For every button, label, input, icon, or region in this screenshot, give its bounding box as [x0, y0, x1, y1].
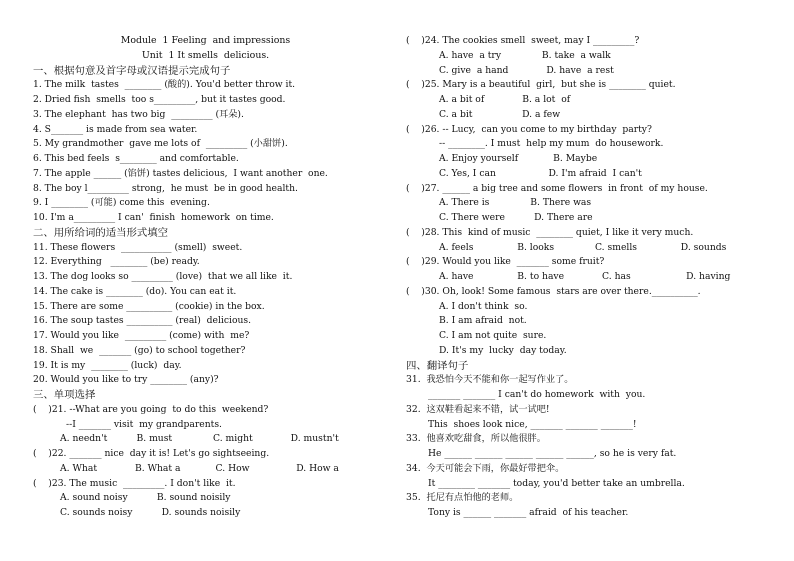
question-line: 19. It is my ________ (luck) day.	[33, 359, 182, 371]
question-line: 8. The boy l_________ strong, he must be in good health.	[33, 182, 298, 194]
question-line: ( )21. --What are you going to do this weekend?	[33, 403, 269, 415]
question-line: ( )25. Mary is a beautiful girl, but she is ________ quiet.	[406, 79, 676, 91]
answer-line: _______ _______ I can't do homework with you.	[428, 389, 646, 400]
question-line: ( )24. The cookies smell sweet, may I _________?	[406, 35, 640, 46]
question-line: 17. Would you like _________ (come) with me?	[33, 330, 250, 341]
question-line: 11. These flowers ___________ (smell) sweet.	[33, 241, 243, 253]
question-line: 1. The milk tastes ________ (酸的). You'd better throw it.	[33, 79, 296, 91]
question-line: 33. 他喜欢吃甜食，所以他很胖。	[406, 433, 546, 445]
question-line: 13. The dog looks so _________ (love) that we all like it.	[33, 271, 293, 282]
question-line: 3. The elephant has two big _________ (耳朵).	[33, 108, 244, 120]
right-column	[406, 34, 778, 521]
question-line: 35. 托尼有点怕他的老师。	[406, 492, 519, 504]
options-line: A. What B. What a C. How D. How a	[60, 462, 339, 474]
question-line: 32. 这双鞋看起来不错，试一试吧!	[406, 403, 550, 415]
question-line: 12. Everything ________ (be) ready.	[33, 256, 200, 268]
options-line: D. It's my lucky day today.	[439, 344, 567, 356]
options-line: A. sound noisy B. sound noisily	[60, 492, 231, 504]
question-line: 6. This bed feels s________ and comfortable.	[33, 153, 239, 164]
question-line: ( )26. -- Lucy, can you come to my birthday party?	[406, 123, 652, 135]
question-line: ( )23. The music _________. I don't like it.	[33, 477, 236, 489]
options-line: A. needn't B. must C. might D. mustn't	[60, 433, 339, 445]
question-line: --I _______ visit my grandparents.	[66, 418, 222, 430]
options-line: A. have B. to have C. has D. having	[439, 271, 731, 282]
section-heading: 二、用所给词的适当形式填空	[33, 226, 169, 239]
question-line: -- ________. I must help my mum do housework.	[439, 138, 664, 150]
section-heading: 三、单项选择	[33, 389, 96, 401]
question-line: 9. I ________ (可能) come this evening.	[33, 197, 210, 209]
options-line: A. There is B. There was	[439, 197, 592, 209]
question-line: 4. S_______ is made from sea water.	[33, 123, 198, 135]
module-title: Module 1 Feeling and impressions	[120, 35, 291, 46]
options-line: C. There were D. There are	[439, 212, 593, 223]
section-heading: 四、翻译句子	[406, 359, 469, 372]
section-heading: 一、根据句意及首字母或汉语提示完成句子	[33, 64, 231, 77]
question-line: 15. There are some __________ (cookie) in the box.	[33, 300, 265, 312]
question-line: 34. 今天可能会下雨，你最好带把伞。	[406, 462, 565, 474]
answer-line: He ______ ______ ______ ______ ______, so he is very fat.	[428, 448, 677, 459]
left-column	[33, 34, 378, 521]
question-line: ( )30. Oh, look! Some famous stars are over there.__________.	[406, 285, 701, 297]
options-line: B. I am afraid not.	[439, 315, 527, 327]
options-line: A. a bit of B. a lot of	[439, 94, 571, 105]
options-line: C. Yes, I can D. I'm afraid I can't	[439, 167, 642, 179]
question-line: 20. Would you like to try ________ (any)?	[33, 374, 219, 386]
question-line: 7. The apple ______ (馅饼) tastes delicious, I want another one.	[33, 167, 328, 179]
question-line: 10. I'm a_________ I can' finish homework on time.	[33, 212, 274, 223]
question-line: 16. The soup tastes __________ (real) delicious.	[33, 315, 252, 327]
unit-title: Unit 1 It smells delicious.	[141, 49, 270, 61]
question-line: 5. My grandmother gave me lots of _________ (小甜饼).	[33, 138, 288, 150]
question-line: ( )27. ______ a big tree and some flowers in front of my house.	[406, 182, 708, 194]
question-line: ( )28. This kind of music ________ quiet, I like it very much.	[406, 226, 694, 238]
question-line: ( )22. _______ nice day it is! Let's go sightseeing.	[33, 448, 270, 459]
options-line: A. have a try B. take a walk	[439, 49, 611, 61]
question-line: 31. 我恐怕今天不能和你一起写作业了。	[406, 374, 574, 386]
question-line: 2. Dried fish smells too s_________, but it tastes good.	[33, 94, 286, 105]
options-line: C. sounds noisy D. sounds noisily	[60, 507, 241, 518]
question-line: 14. The cake is ________ (do). You can eat it.	[33, 285, 237, 297]
options-line: A. feels B. looks C. smells D. sounds	[439, 241, 727, 253]
options-line: C. a bit D. a few	[439, 108, 561, 120]
question-line: ( )29. Would you like _______ some fruit?	[406, 256, 605, 268]
options-line: C. I am not quite sure.	[439, 330, 547, 341]
options-line: C. give a hand D. have a rest	[439, 64, 614, 76]
answer-line: Tony is ______ _______ afraid of his teacher.	[428, 507, 629, 518]
answer-line: It ________ _______ today, you'd better take an umbrella.	[428, 477, 685, 489]
options-line: A. I don't think so.	[439, 300, 528, 312]
answer-line: This shoes look nice, _______ _______ _______!	[428, 418, 637, 430]
options-line: A. Enjoy yourself B. Maybe	[439, 153, 598, 164]
question-line: 18. Shall we _______ (go) to school together?	[33, 344, 246, 356]
